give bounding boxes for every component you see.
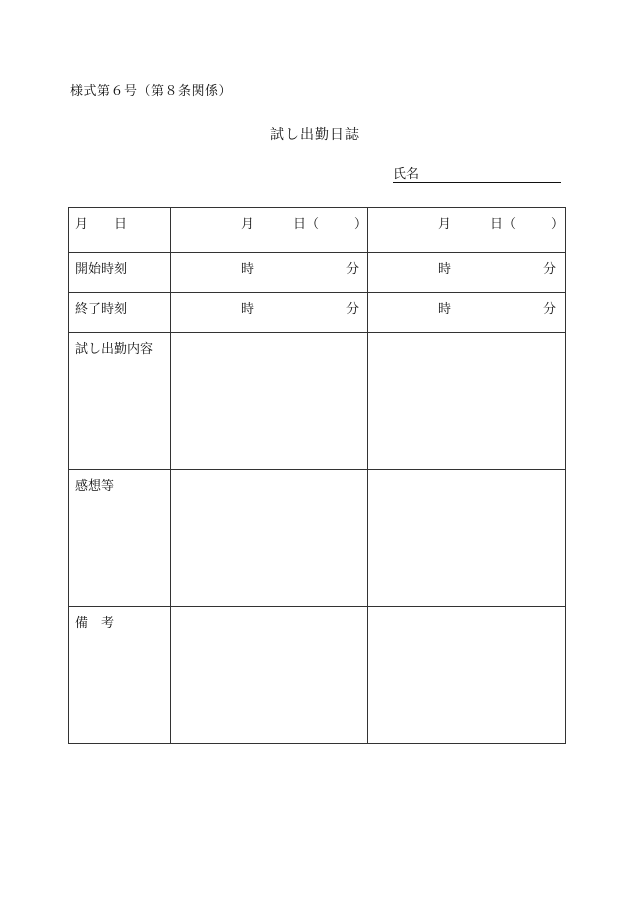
label-start-time: 開始時刻 <box>69 253 171 293</box>
table-row-end-time <box>69 293 566 333</box>
day1-content-cell[interactable] <box>171 333 368 470</box>
label-date: 月 日 <box>69 208 171 253</box>
day1-remarks-cell[interactable] <box>171 607 368 744</box>
day1-month-label: 月 <box>241 217 255 232</box>
day2-remarks-cell[interactable] <box>368 607 566 744</box>
day2-end-minute-label: 分 <box>543 302 557 317</box>
day1-date-cell[interactable] <box>171 208 368 253</box>
label-content: 試し出勤内容 <box>69 333 171 470</box>
name-label: 氏名 <box>393 167 420 182</box>
day1-end-minute-label: 分 <box>346 302 360 317</box>
day2-end-time-cell[interactable] <box>368 293 566 333</box>
day1-start-hour-label: 時 <box>241 262 255 277</box>
day2-start-minute-label: 分 <box>543 262 557 277</box>
day1-close-paren: ） <box>354 217 368 232</box>
day2-close-paren: ） <box>551 217 565 232</box>
day2-start-hour-label: 時 <box>438 262 452 277</box>
day1-end-hour-label: 時 <box>241 302 255 317</box>
day2-impressions-cell[interactable] <box>368 470 566 607</box>
day2-date-cell[interactable] <box>368 208 566 253</box>
day2-end-hour-label: 時 <box>438 302 452 317</box>
name-field[interactable] <box>393 168 561 183</box>
day1-start-time-cell[interactable] <box>171 253 368 293</box>
day2-content-cell[interactable] <box>368 333 566 470</box>
table-row-remarks <box>69 607 566 744</box>
day1-end-time-cell[interactable] <box>171 293 368 333</box>
table-row-start-time <box>69 253 566 293</box>
form-number: 様式第６号（第８条関係） <box>70 84 233 99</box>
day1-day-label: 日（ <box>293 217 320 232</box>
table-row-content <box>69 333 566 470</box>
day2-month-label: 月 <box>438 217 452 232</box>
diary-table <box>68 207 566 744</box>
label-impressions: 感想等 <box>69 470 171 607</box>
table-row-impressions <box>69 470 566 607</box>
label-remarks: 備 考 <box>69 607 171 744</box>
document-title: 試し出勤日誌 <box>270 127 360 143</box>
label-end-time: 終了時刻 <box>69 293 171 333</box>
day1-impressions-cell[interactable] <box>171 470 368 607</box>
day1-start-minute-label: 分 <box>346 262 360 277</box>
day2-start-time-cell[interactable] <box>368 253 566 293</box>
day2-day-label: 日（ <box>490 217 517 232</box>
table-row-date <box>69 208 566 253</box>
